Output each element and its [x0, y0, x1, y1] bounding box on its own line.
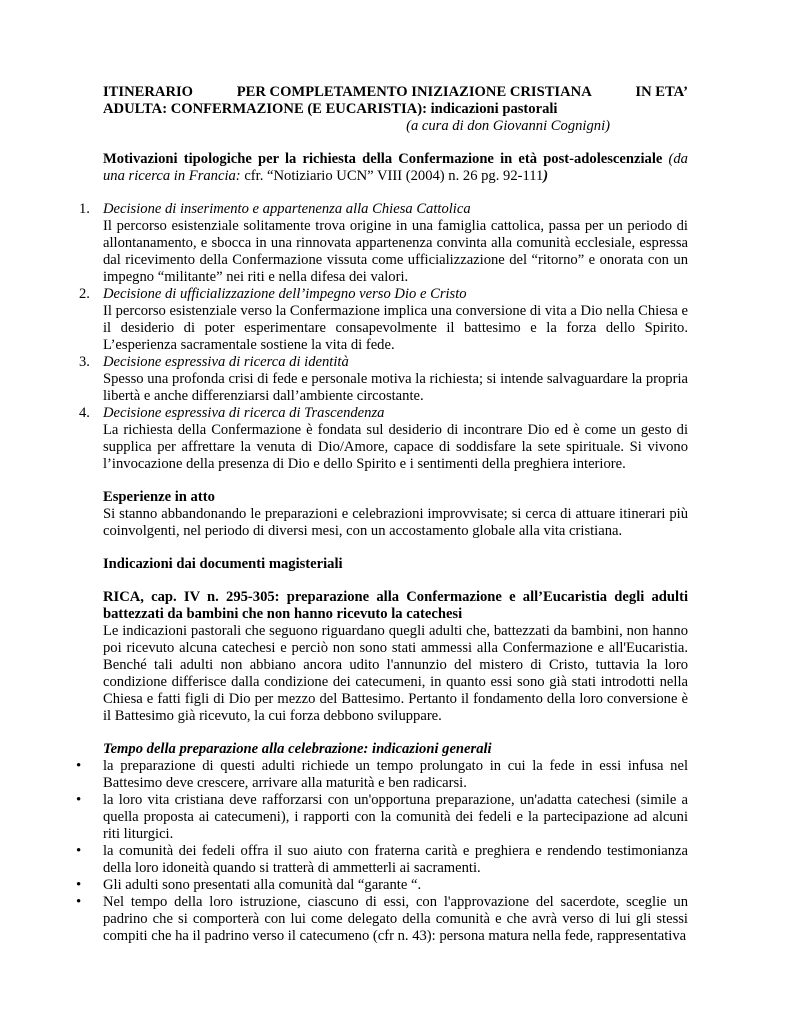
preparation-list: [76, 758, 688, 945]
item-number: 3.: [79, 354, 90, 370]
list-item: [76, 894, 688, 945]
bullet-text: Nel tempo della loro istruzione, ciascuno di essi, con l'approvazione del sacerdote, sceglie un padrino che si comporterà con lui come delegato della comunità e che avrà verso di lui gli stessi compiti che ha il padrino verso il catecumeno (cfr n. 43): persona matura nella fede, rappresentativa: [103, 894, 688, 944]
motivations-source-ref: cfr. “Notiziario UCN” VIII (2004) n. 26 pg. 92-111: [240, 168, 544, 184]
bullet-icon: •: [76, 758, 82, 774]
list-item: [79, 201, 688, 286]
motivations-list: [79, 201, 688, 473]
rica-text: Le indicazioni pastorali che seguono riguardano quegli adulti che, battezzati da bambini, non hanno poi ricevuto alcuna catechesi e perciò non sono stati ammessi alla Confermazione e all'Eucaristia. Benché tali adulti non abbiano ancora udito l'annunzio del mistero di Cristo, tuttavia la loro condizione differisce dalla condizione dei catecumeni, in quanto essi sono già stati introdotti nella Chiesa e fatti figli di Dio per mezzo del Battesimo. Pertanto il fondamento della loro conversione è il Battesimo già ricevuto, la cui forza debbono sviluppare.: [103, 623, 688, 724]
item-title: Decisione di inserimento e appartenenza alla Chiesa Cattolica: [103, 201, 471, 217]
bullet-icon: •: [76, 843, 82, 859]
list-item: [76, 758, 688, 792]
document-page: [76, 84, 688, 945]
experiences-text: Si stanno abbandonando le preparazioni e celebrazioni improvvisate; si cerca di attuare itinerari più coinvolgenti, nel periodo di diversi mesi, con un accostamento globale alla vita cristiana.: [103, 506, 688, 539]
bullet-icon: •: [76, 894, 82, 910]
list-item: [79, 405, 688, 473]
rica-heading: RICA, cap. IV n. 295-305: preparazione alla Confermazione e all’Eucaristia degli adulti battezzati da bambini che non hanno ricevuto la catechesi: [103, 589, 688, 622]
documents-heading: Indicazioni dai documenti magisteriali: [103, 556, 343, 572]
list-item: [76, 843, 688, 877]
title-part-1: ITINERARIO: [103, 84, 194, 100]
list-item: [76, 877, 688, 894]
title-part-2: PER COMPLETAMENTO INIZIAZIONE CRISTIANA: [236, 84, 592, 100]
item-number: 4.: [79, 405, 90, 421]
motivations-heading: [103, 151, 688, 185]
item-title: Decisione di ufficializzazione dell’impegno verso Dio e Cristo: [103, 286, 467, 302]
bullet-text: la loro vita cristiana deve rafforzarsi con un'opportuna preparazione, un'adatta catechesi (simile a quella proposta ai catecumeni), i rapporti con la comunità dei fedeli e la partecipazione ad alcuni riti liturgici.: [103, 792, 688, 842]
document-title: [103, 84, 688, 118]
bullet-icon: •: [76, 877, 82, 893]
item-number: 2.: [79, 286, 90, 302]
bullet-text: la comunità dei fedeli offra il suo aiuto con fraterna carità e preghiera e rendendo testimonianza della loro idoneità quando si tratterà di ammetterli ai sacramenti.: [103, 843, 688, 876]
motivations-heading-text: Motivazioni tipologiche per la richiesta della Confermazione in età post-adolescenziale: [103, 151, 663, 167]
title-line-2: ADULTA: CONFERMAZIONE (E EUCARISTIA): indicazioni pastorali: [103, 101, 558, 117]
preparation-heading: Tempo della preparazione alla celebrazione: indicazioni generali: [103, 741, 492, 757]
bullet-text: la preparazione di questi adulti richiede un tempo prolungato in cui la fede in essi infusa nel Battesimo deve crescere, arrivare alla maturità e ben radicarsi.: [103, 758, 688, 791]
curator-line: (a cura di don Giovanni Cognigni): [406, 118, 610, 134]
item-title: Decisione espressiva di ricerca di Trascendenza: [103, 405, 385, 421]
item-number: 1.: [79, 201, 90, 217]
list-item: [79, 354, 688, 405]
title-part-3: IN ETA’: [635, 84, 688, 100]
motivations-source-italic: (da una ricerca in Francia:: [103, 151, 688, 184]
title-line-1: [103, 84, 688, 101]
list-item: [79, 286, 688, 354]
motivations-source-close: ): [543, 168, 549, 184]
item-text: Il percorso esistenziale solitamente trova origine in una famiglia cattolica, passa per un periodo di allontanamento, e sbocca in una rinnovata appartenenza convinta alla comunità ecclesiale, espressa dal ricevimento della Confermazione vissuta come ufficializzazione del “ritorno” e onorata con un impegno “militante” nei riti e nella difesa dei valori.: [103, 218, 688, 285]
list-item: [76, 792, 688, 843]
item-text: La richiesta della Confermazione è fondata sul desiderio di incontrare Dio ed è come un gesto di supplica per affrettare la venuta di Dio/Amore, capace di soddisfare la sete spirituale. Si vivono l’invocazione della presenza di Dio e dello Spirito e i sentimenti della preghiera interiore.: [103, 422, 688, 472]
item-title: Decisione espressiva di ricerca di identità: [103, 354, 349, 370]
experiences-heading: Esperienze in atto: [103, 489, 215, 505]
bullet-text: Gli adulti sono presentati alla comunità dal “garante “.: [103, 877, 422, 893]
bullet-icon: •: [76, 792, 82, 808]
item-text: Il percorso esistenziale verso la Confermazione implica una conversione di vita a Dio nella Chiesa e il desiderio di poter esperimentare consapevolmente il battesimo e la forza dello Spirito. L’esperienza sacramentale sostiene la vita di fede.: [103, 303, 688, 353]
item-text: Spesso una profonda crisi di fede e personale motiva la richiesta; si intende salvaguardare la propria libertà e anche differenziarsi dall’ambiente circostante.: [103, 371, 688, 404]
